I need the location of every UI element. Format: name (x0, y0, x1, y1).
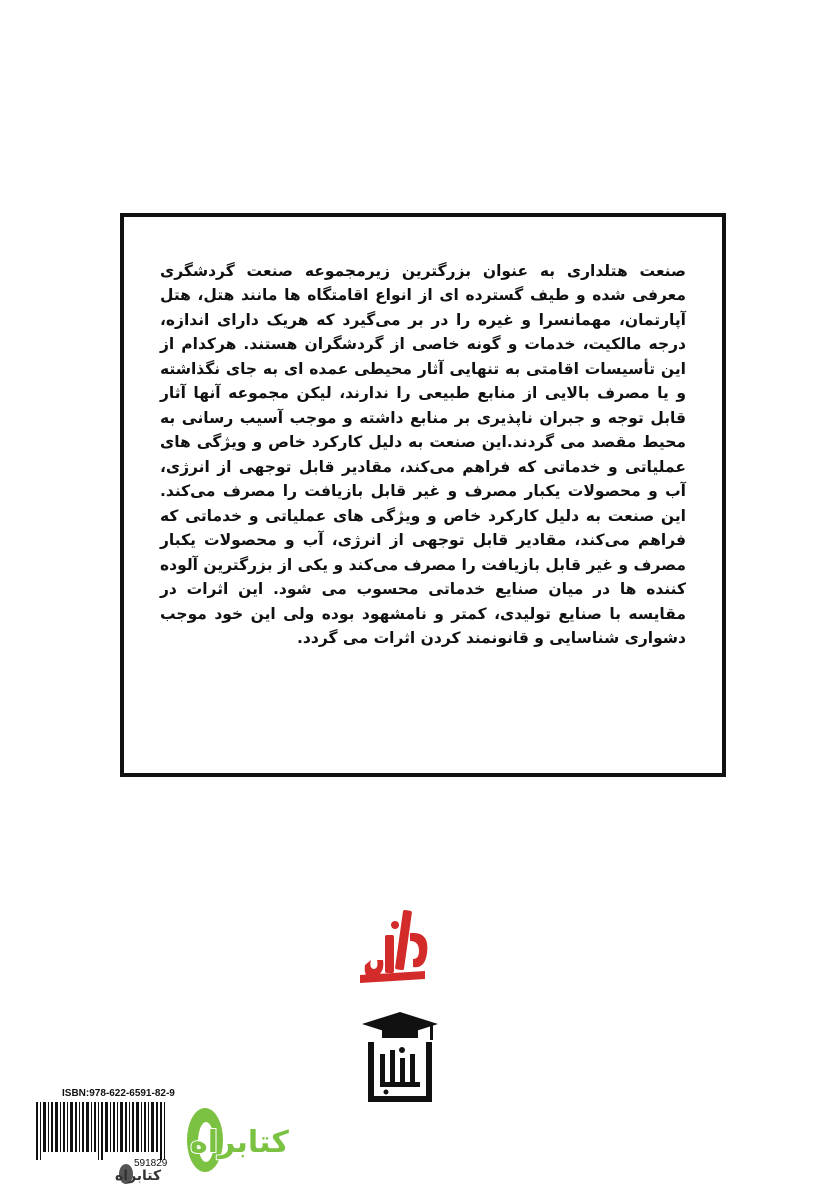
barcode-digits: 591829 (134, 1158, 168, 1169)
isbn-label: ISBN:978-622-6591-82-9 (62, 1088, 175, 1099)
ketabrah-brand-small: کتابراه (115, 1168, 162, 1184)
publisher-logo (355, 905, 435, 990)
sharif-logo-text: شریف (360, 1010, 363, 1011)
ketabrah-watermark (40, 1100, 289, 1185)
ketabrah-brand-large: کتابراه (190, 1125, 289, 1160)
description-box (120, 213, 726, 777)
publisher-logo-text: وهاز (355, 905, 357, 906)
sharif-logo (360, 1010, 440, 1105)
back-cover-text: صنعت هتلداری به عنوان بزرگترین زیرمجموعه صنعت گردشگری معرفی شده و طیف گسترده ای از انواع اقامتگاه ها مانند هتل، هتل آپارتمان، مهمانسرا و غیره را در بر می‌گیرد که هریک دارای اندازه، درجه مالکیت، خدمات و گونه خاصی از گردشگران هستند. هرکدام از این تأسیسات اقامتی به تنهایی آثار محیطی عمده ای به جای نگذاشته و یا مصرف بالایی از منابع طبیعی را ندارند، لیکن مجموعه آنها آثار قابل توجه و جبران ناپذیری بر منابع داشته و موجب آسیب رسانی به محیط مقصد می گردند.این صنعت به دلیل کارکرد خاص و ویژگی های عملیاتی و خدماتی که فراهم می‌کند، مقادیر قابل توجهی از انرژی، آب و محصولات یکبار مصرف و غیر قابل بازیافت را مصرف می‌کند. این صنعت به دلیل کارکرد خاص و ویژگی های عملیاتی و خدماتی که فراهم می‌کند، مقادیر قابل توجهی از انرژی، آب و محصولات یکبار مصرف و غیر قابل بازیافت را مصرف می‌کند و یکی از بزرگترین آلوده کننده ها در میان صنایع خدماتی محسوب می شود. این اثرات در مقایسه با صنایع تولیدی، کمتر و نامشهود بوده ولی این خود موجب دشواری شناسایی و قانونمند کردن اثرات می گردد. (160, 261, 686, 647)
